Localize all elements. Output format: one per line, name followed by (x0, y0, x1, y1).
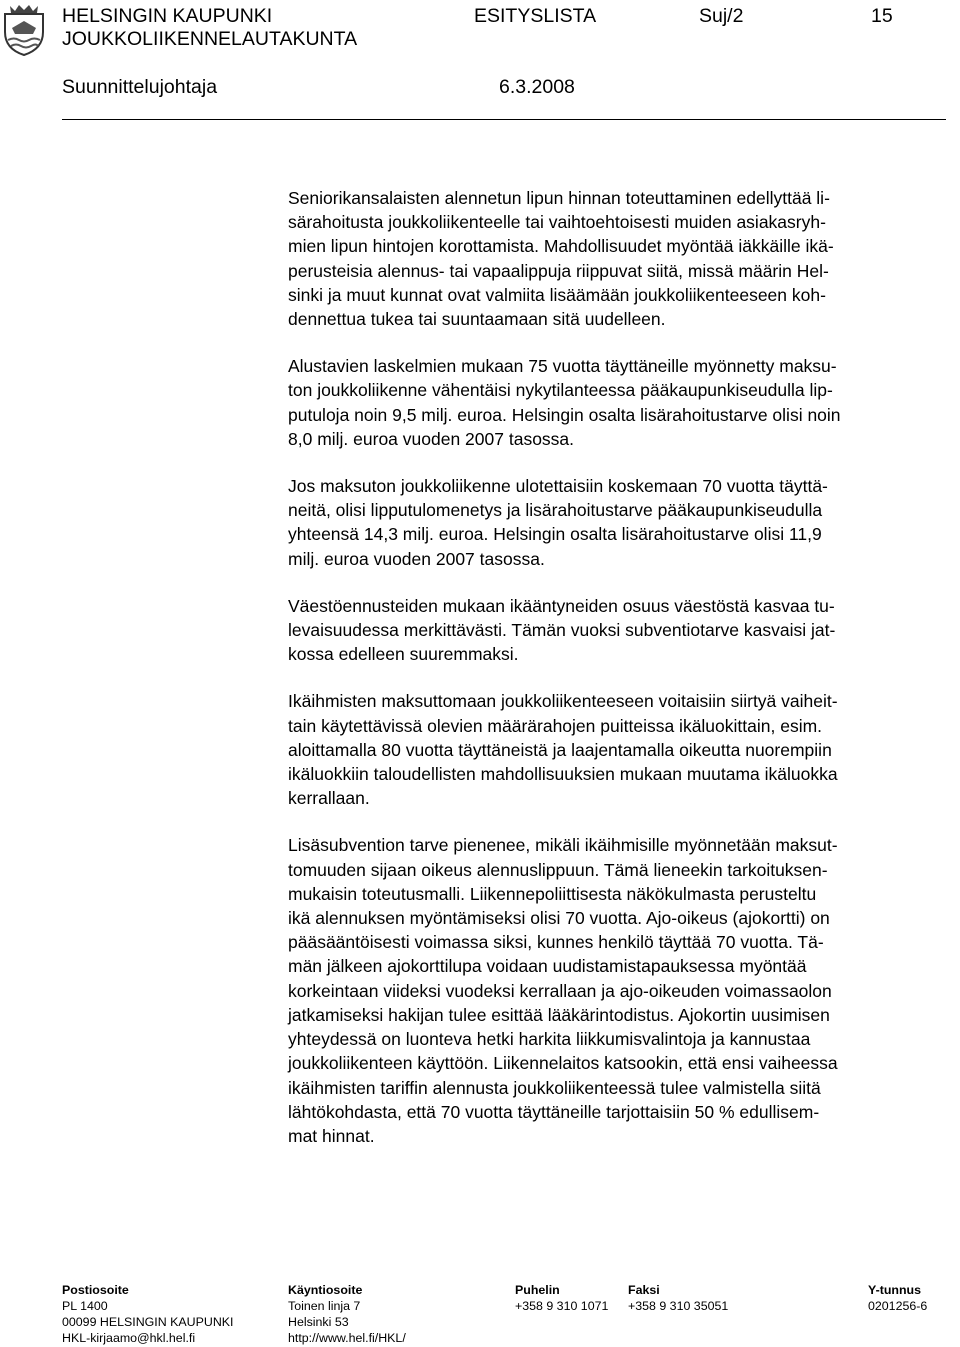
org-name: HELSINGIN KAUPUNKI (62, 5, 273, 27)
author-role: Suunnittelujohtaja (62, 76, 218, 98)
page-number: 15 (871, 5, 893, 27)
paragraph: Alustavien laskelmien mukaan 75 vuotta täyttäneille myönnetty maksu- ton joukkoliikenne vähentäisi nykytilanteessa pääkaupunkiseudulla lip- putuloja noin 9,5 milj. euroa. Helsingin osalta lisärahoitustarve olisi noin 8,0 milj. euroa vuoden 2007 tasossa. (288, 356, 841, 449)
footer-phone-heading: Puhelin (515, 1283, 560, 1297)
paragraph: Lisäsubvention tarve pienenee, mikäli ikäihmisille myönnetään maksut- tomuuden sijaan oikeus alennuslippuun. Tämä lieneekin tarkoituksen- mukaisin toteutusmalli. Liikennepoliittisesta näkökulmasta perusteltu ikä alennuksen myöntämiseksi olisi 70 vuotta. Ajo-oikeus (ajokortti) on pääsääntöisesti voimassa siksi, kunnes henkilö täyttää 70 vuotta. Tä- män jälkeen ajokorttilupa voidaan uudistamistapauksessa myöntää korkeintaan viideksi vuodeksi kerrallaan ja ajo-oikeuden voimassaolon jatkamiseksi hakijan tulee esittää lääkärintodistus. Ajokortin uusimisen yhteydessä on luonteva hetki harkita liikkumisvalintoja ja kannustaa joukkoliikenteen käyttöön. Liikennelaitos katsookin, että ensi vaiheessa ikäihmisten tariffin alennusta joukkoliikenteessä tulee valmistella siitä lähtökohdasta, että 70 vuotta täyttäneille tarjottaisiin 50 % edullisem- mat hinnat. (288, 835, 838, 1146)
footer-phone-value: +358 9 310 1071 (515, 1299, 609, 1313)
paragraph: Väestöennusteiden mukaan ikääntyneiden osuus väestöstä kasvaa tu- levaisuudessa merkittävästi. Tämän vuoksi subventiotarve kasvaisi jat- kossa edelleen suuremmaksi. (288, 595, 836, 665)
paragraph: Seniorikansalaisten alennetun lipun hinnan toteuttaminen edellyttää li- särahoitusta joukkoliikenteelle tai vaihtoehtoisesti muiden asiakasryh- mien lipun hintojen korottamista. Mahdollisuudet myöntää iäkkäille ikä- perusteisia alennus- tai vapaalippuja riippuvat siitä, missä määrin Hel- sinki ja muut kunnat ovat valmiita lisäämään joukkoliikenteeseen koh- dennettua tukea tai suuntaamaan sitä uudelleen. (288, 188, 834, 330)
footer-visit-heading: Käyntiosoite (288, 1283, 363, 1297)
paragraph: Jos maksuton joukkoliikenne ulotettaisiin koskemaan 70 vuotta täyttä- neitä, olisi lipputulomenetys ja lisärahoitustarve pääkaupunkiseudulla yhteensä 14,3 milj. euroa. Helsingin osalta lisärahoitustarve olisi 11,9 milj. euroa vuoden 2007 tasossa. (288, 476, 828, 569)
footer-fax-value: +358 9 310 35051 (628, 1299, 729, 1313)
document-body (288, 186, 950, 1171)
paragraph: Ikäihmisten maksuttomaan joukkoliikenteeseen voitaisiin siirtyä vaiheit- tain käytettävissä olevien määrärahojen puitteissa ikäluokittain, esim. aloittamalla 80 vuotta täyttäneistä ja laajentamalla oikeutta nuorempiin ikäluokkiin taloudellisten mahdollisuuksien mukaan muutama ikäluokka kerrallaan. (288, 691, 838, 809)
footer-website-link[interactable]: http://www.hel.fi/HKL/ (288, 1331, 406, 1345)
footer-fax-heading: Faksi (628, 1283, 660, 1297)
footer-email-link[interactable]: HKL-kirjaamo@hkl.hel.fi (62, 1331, 196, 1345)
footer-visit-city: Helsinki 53 (288, 1315, 349, 1329)
helsinki-coat-of-arms-icon (2, 2, 46, 56)
meeting-date: 6.3.2008 (499, 76, 575, 98)
header-divider (62, 119, 946, 120)
footer-ytunnus-value: 0201256-6 (868, 1299, 928, 1313)
footer-postal-city: 00099 HELSINGIN KAUPUNKI (62, 1315, 234, 1329)
footer-postal-box: PL 1400 (62, 1299, 108, 1313)
board-name: JOUKKOLIIKENNELAUTAKUNTA (62, 28, 358, 50)
footer-postal-heading: Postiosoite (62, 1283, 129, 1297)
footer-ytunnus-heading: Y-tunnus (868, 1283, 921, 1297)
footer-visit-street: Toinen linja 7 (288, 1299, 361, 1313)
document-type: ESITYSLISTA (474, 5, 597, 27)
page-reference: Suj/2 (699, 5, 744, 27)
